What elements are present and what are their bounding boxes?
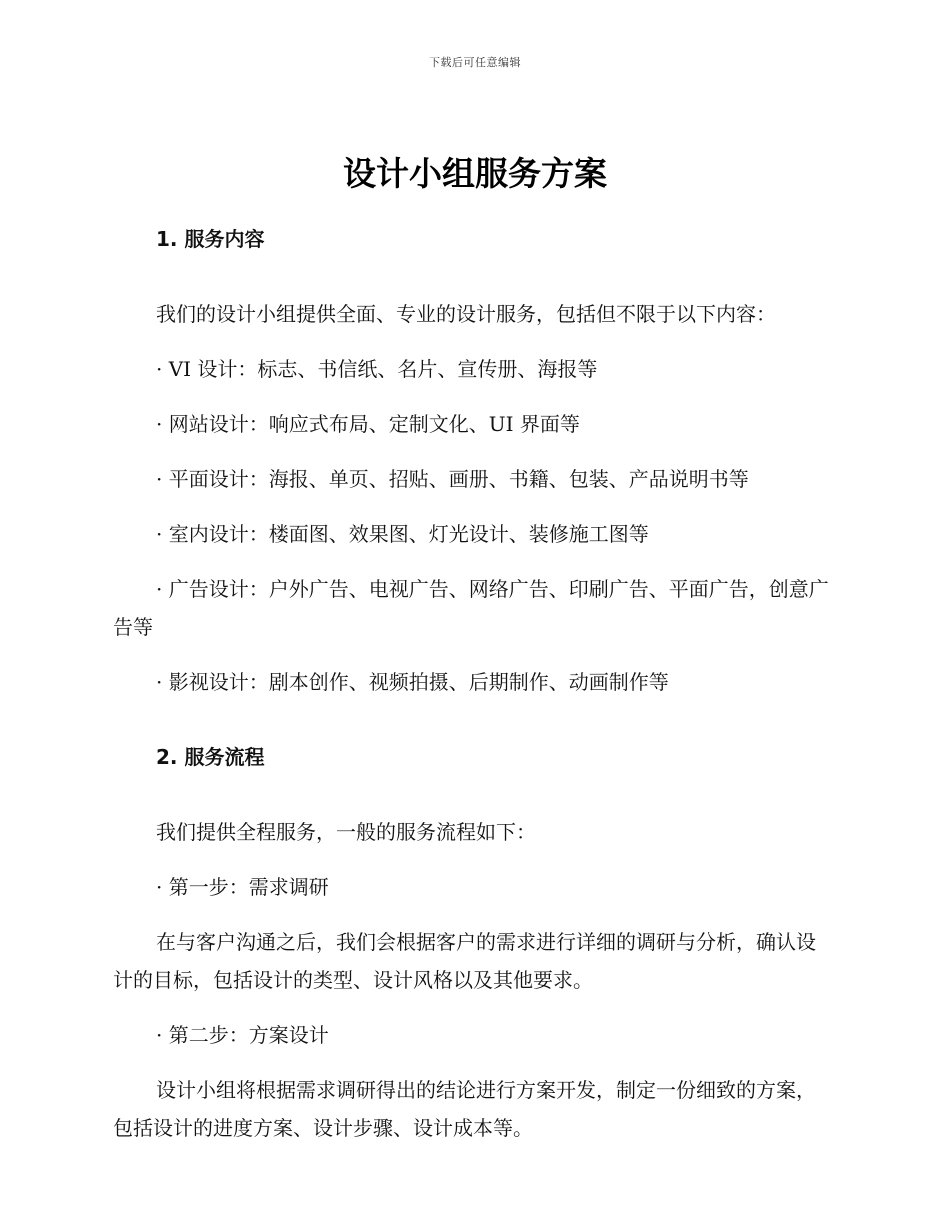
list-item: · 室内设计：楼面图、效果图、灯光设计、装修施工图等 — [156, 522, 649, 546]
document-body — [113, 200, 833, 1147]
section-heading-service-process: 2. 服务流程 — [156, 745, 265, 769]
list-item: · 网站设计：响应式布局、定制文化、UI 界面等 — [156, 412, 580, 436]
page-header: 下载后可任意编辑 — [429, 56, 521, 69]
step-label: · 第二步：方案设计 — [156, 1023, 329, 1047]
step-description: 设计小组将根据需求调研得出的结论进行方案开发，制定一份细致的方案，包括设计的进度方案、设计步骤、设计成本等。 — [113, 1078, 816, 1140]
step-label: · 第一步：需求调研 — [156, 875, 329, 899]
service-content-intro: 我们的设计小组提供全面、专业的设计服务，包括但不限于以下内容： — [156, 302, 776, 326]
section-heading-service-content: 1. 服务内容 — [156, 227, 265, 251]
list-item: · 广告设计：户外广告、电视广告、网络广告、印刷广告、平面广告，创意广告等 — [113, 577, 829, 639]
list-item: · VI 设计：标志、书信纸、名片、宣传册、海报等 — [156, 357, 598, 381]
list-item: · 平面设计：海报、单页、招贴、画册、书籍、包装、产品说明书等 — [156, 467, 749, 491]
step-description: 在与客户沟通之后，我们会根据客户的需求进行详细的调研与分析，确认设计的目标，包括设计的类型、设计风格以及其他要求。 — [113, 930, 816, 992]
list-item: · 影视设计：剧本创作、视频拍摄、后期制作、动画制作等 — [156, 670, 669, 694]
document-title: 设计小组服务方案 — [343, 154, 607, 193]
service-process-intro: 我们提供全程服务，一般的服务流程如下： — [156, 820, 536, 844]
